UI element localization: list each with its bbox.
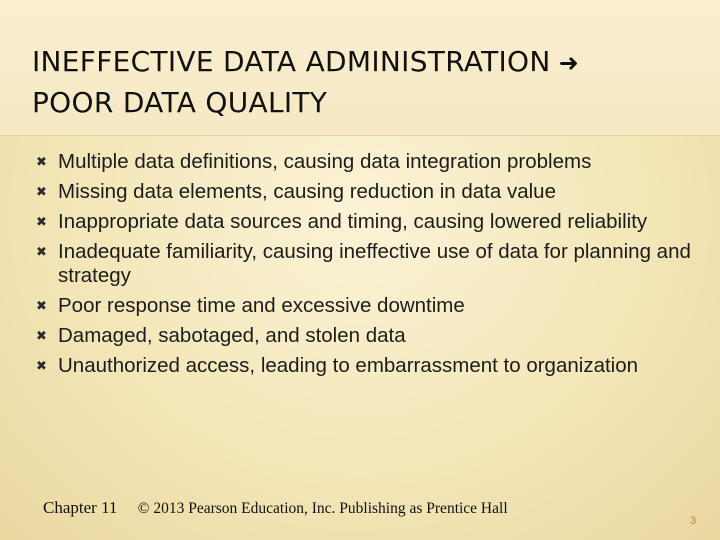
- list-item: [36, 180, 696, 204]
- title-line-2: POOR DATA QUALITY: [32, 86, 328, 119]
- slide-title: [32, 42, 692, 123]
- bullet-text: Inappropriate data sources and timing, causing lowered reliability: [58, 210, 648, 233]
- x-mark-icon: ✖: [36, 328, 47, 343]
- list-item: [36, 210, 696, 234]
- x-mark-icon: ✖: [36, 244, 47, 259]
- footer-copyright: © 2013 Pearson Education, Inc. Publishing as Prentice Hall: [137, 500, 508, 517]
- bullet-list: [36, 150, 696, 384]
- x-mark-icon: ✖: [36, 154, 47, 169]
- title-line-1: INEFFECTIVE DATA ADMINISTRATION: [32, 45, 551, 78]
- bullet-text: Inadequate familiarity, causing ineffective use of data for planning and strategy: [58, 240, 691, 287]
- bullet-text: Poor response time and excessive downtime: [58, 294, 465, 317]
- right-arrow-icon: ➜: [558, 49, 580, 77]
- bullet-text: Unauthorized access, leading to embarrassment to organization: [58, 354, 639, 377]
- slide-number: 3: [690, 515, 697, 527]
- x-mark-icon: ✖: [36, 358, 47, 373]
- list-item: [36, 240, 696, 288]
- list-item: [36, 354, 696, 378]
- x-mark-icon: ✖: [36, 184, 47, 199]
- bullet-text: Missing data elements, causing reduction in data value: [58, 180, 556, 203]
- slide-footer: [43, 498, 643, 518]
- bullet-text: Multiple data definitions, causing data integration problems: [58, 150, 592, 173]
- bullet-text: Damaged, sabotaged, and stolen data: [58, 324, 406, 347]
- list-item: [36, 294, 696, 318]
- list-item: [36, 150, 696, 174]
- footer-chapter: Chapter 11: [43, 498, 118, 517]
- x-mark-icon: ✖: [36, 298, 47, 313]
- list-item: [36, 324, 696, 348]
- x-mark-icon: ✖: [36, 214, 47, 229]
